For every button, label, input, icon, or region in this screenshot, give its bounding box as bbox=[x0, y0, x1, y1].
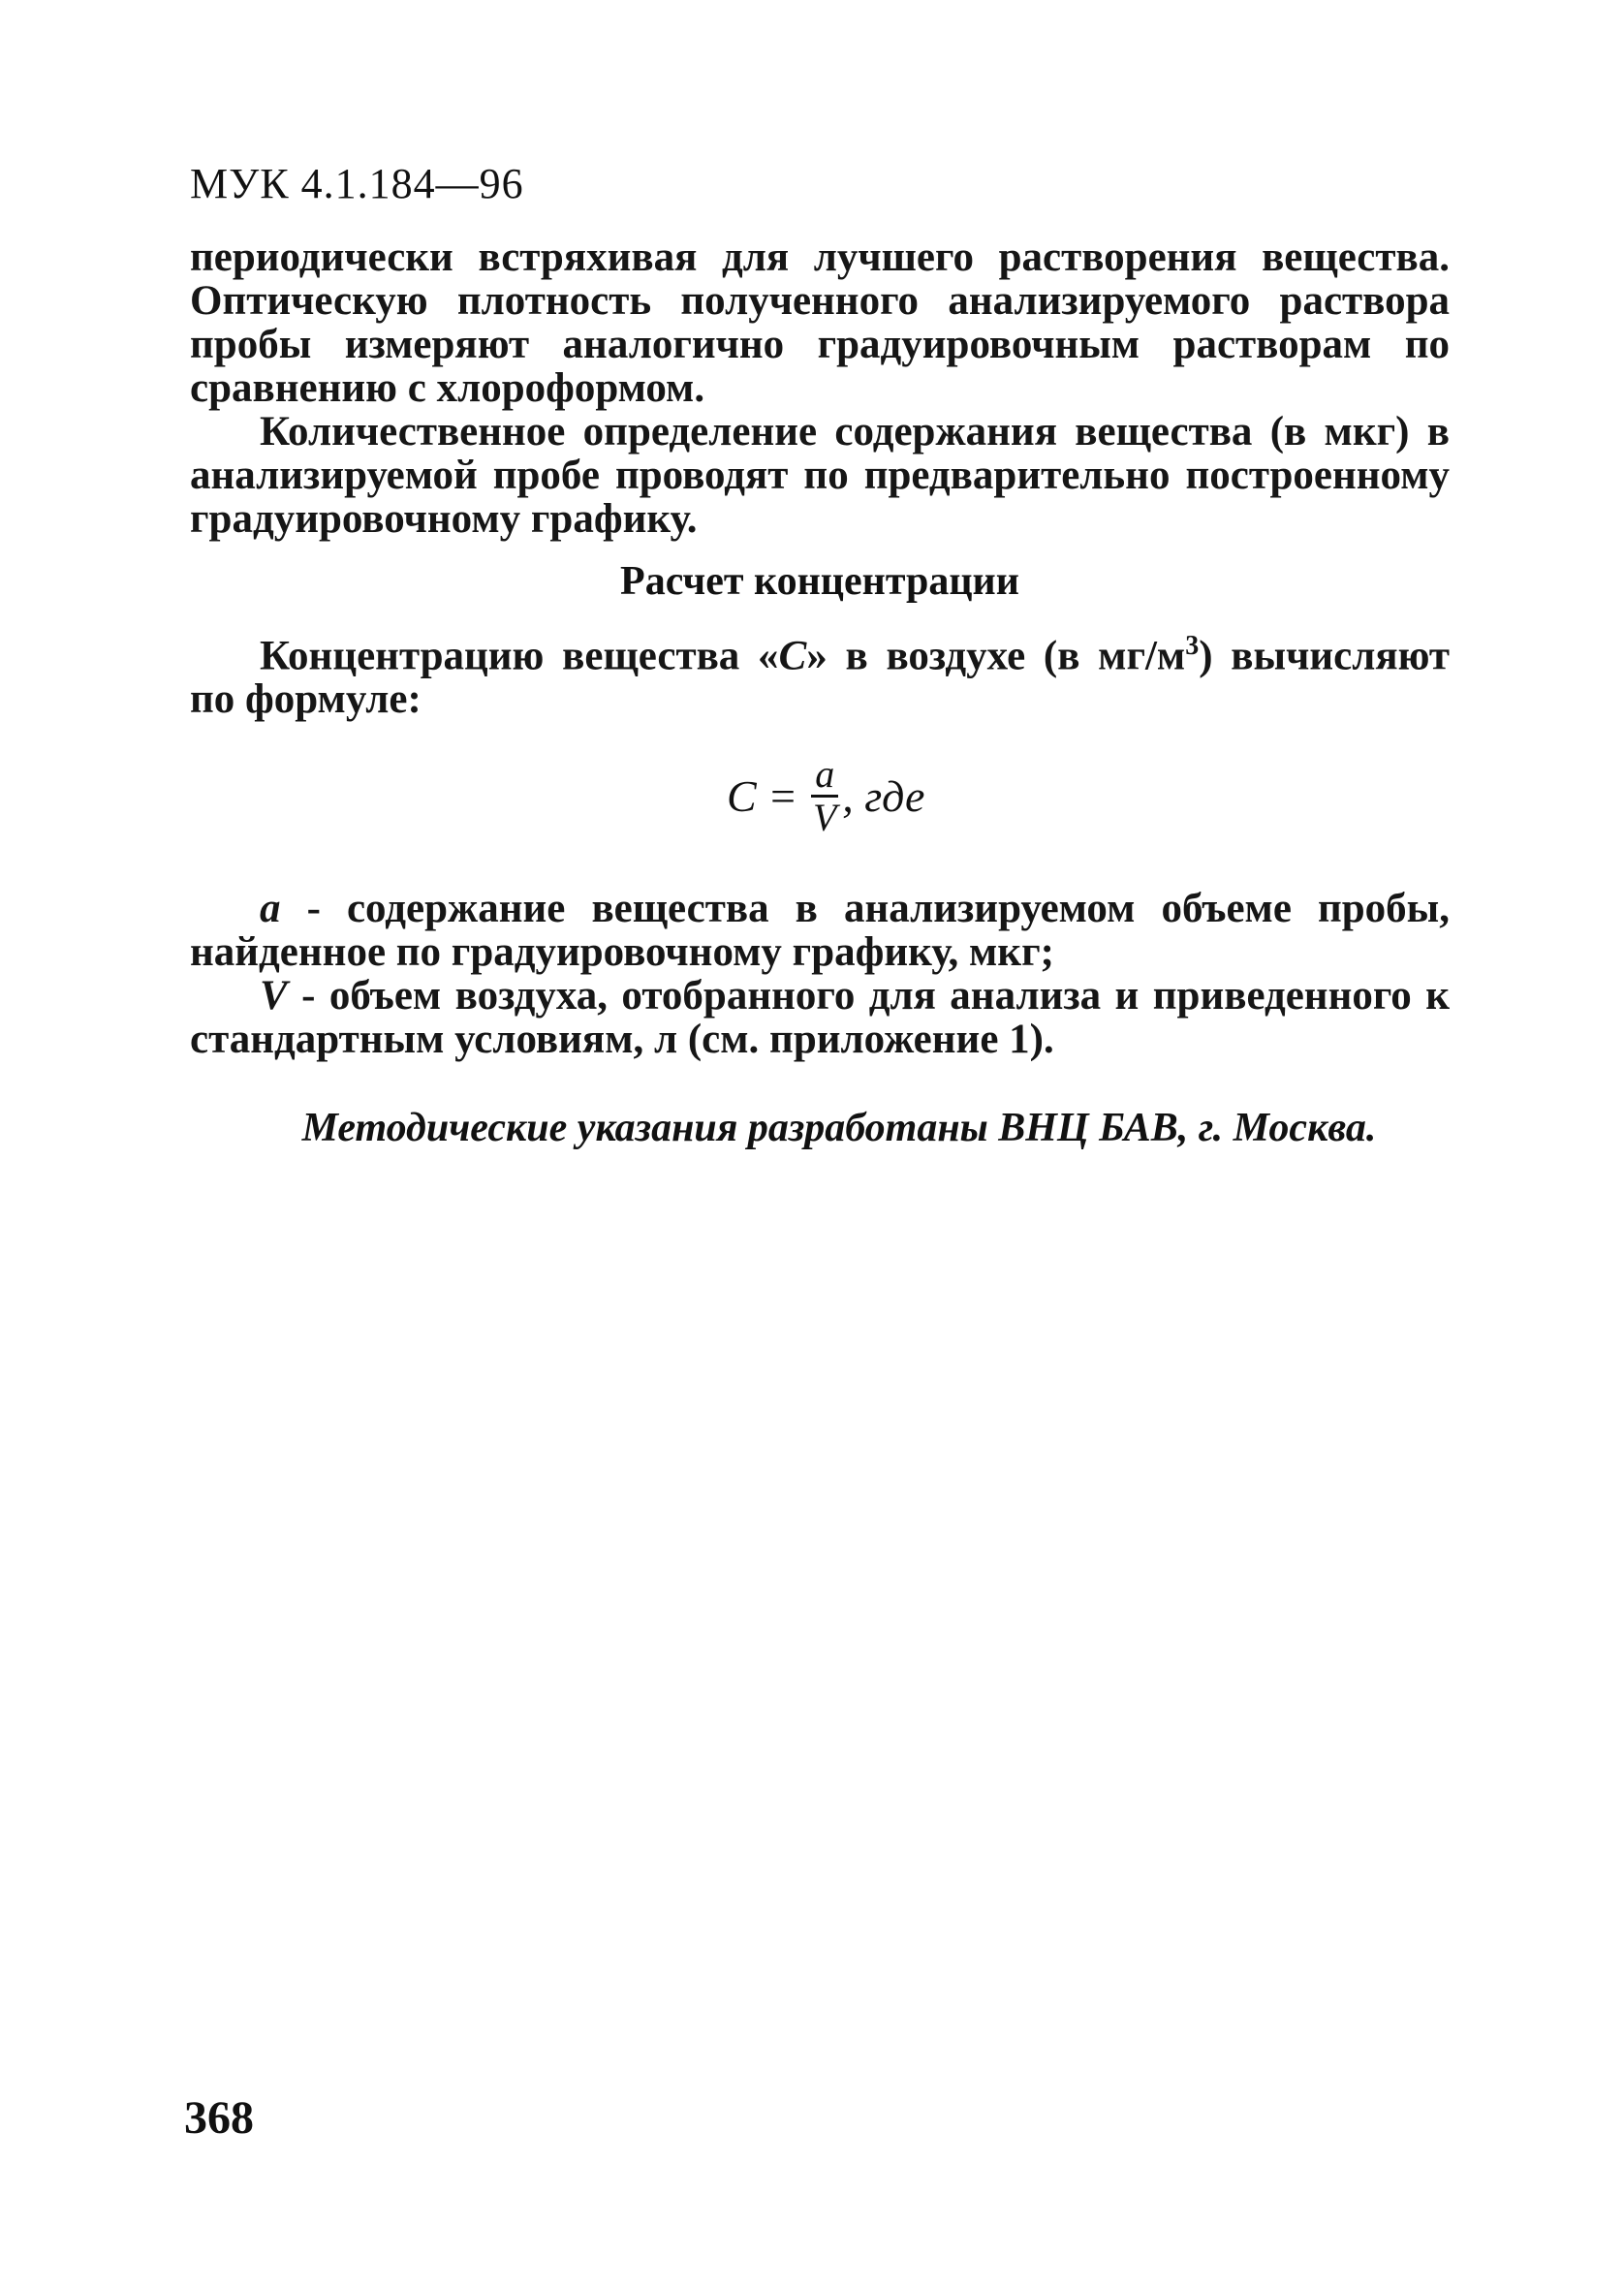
formula-denominator: V bbox=[813, 796, 837, 839]
definition-a-line bbox=[190, 887, 1450, 974]
document-code-header: МУК 4.1.184—96 bbox=[190, 160, 524, 207]
authorship-credit: Методические указания разработаны ВНЦ БАВ, г. Москва. bbox=[301, 1106, 1377, 1150]
intro-middle: » в воздухе (в мг/м bbox=[806, 633, 1186, 679]
intro-before: Концентрацию вещества « bbox=[260, 633, 779, 679]
intro-superscript: 3 bbox=[1185, 631, 1200, 661]
paragraph-formula-intro bbox=[190, 624, 1450, 721]
formula-intro-line bbox=[190, 624, 1450, 721]
definition-v-line bbox=[190, 974, 1450, 1061]
definition-a bbox=[190, 887, 1450, 974]
formula-lhs: С = bbox=[727, 770, 798, 821]
intro-symbol: С bbox=[778, 633, 807, 679]
definition-a-symbol: а bbox=[260, 886, 281, 931]
definition-v-text: - объем воздуха, отобранного для анализа и приведенного к стандартным условиям, л (см. приложение 1). bbox=[190, 973, 1450, 1062]
paragraph-quantitative bbox=[190, 410, 1450, 541]
formula-numerator: а bbox=[815, 752, 835, 796]
paragraph-text: Количественное определение содержания вещества (в мкг) в анализируемой пробе проводят по предварительно построенному градуировочному графику. bbox=[190, 409, 1450, 542]
formula-fraction bbox=[811, 752, 838, 839]
intro-after: ) вычисляют по формуле: bbox=[190, 633, 1451, 723]
concentration-formula bbox=[727, 752, 925, 839]
paragraph-text: периодически встряхивая для лучшего растворения вещества. Оптическую плотность полученного анализируемого раствора пробы измеряют аналогично градуировочным растворам по сравнению с хлороформом. bbox=[190, 235, 1450, 411]
paragraph-continuation bbox=[190, 235, 1450, 410]
definition-a-text: - содержание вещества в анализируемом объеме пробы, найденное по градуировочному графику, мкг; bbox=[190, 886, 1450, 975]
definition-v-symbol: V bbox=[260, 973, 288, 1019]
page-number: 368 bbox=[184, 2092, 254, 2144]
section-heading: Расчет концентрации bbox=[620, 559, 1019, 604]
formula-suffix: , где bbox=[842, 770, 925, 821]
definition-v bbox=[190, 974, 1450, 1061]
